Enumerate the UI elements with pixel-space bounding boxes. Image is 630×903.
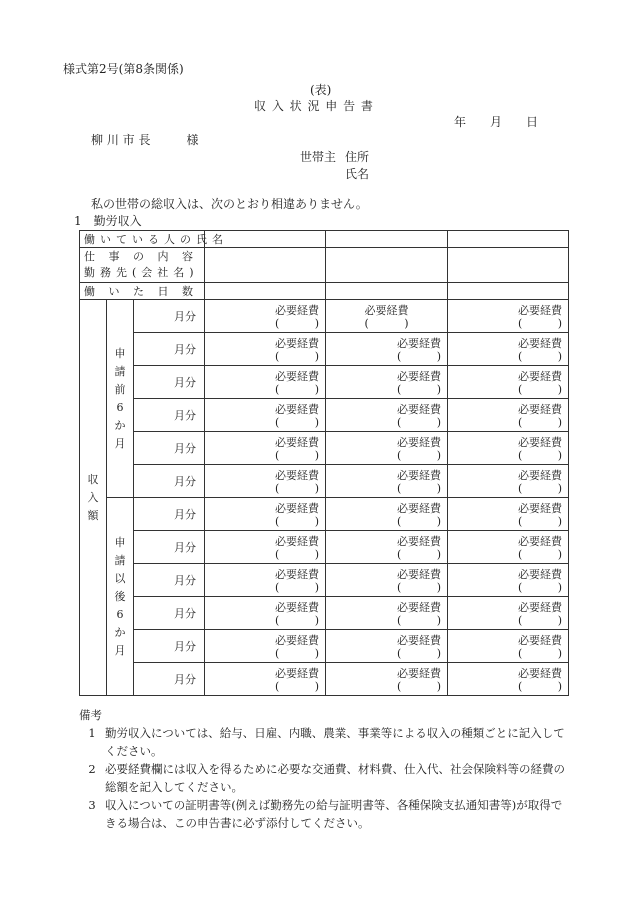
worker-name-row	[80, 231, 569, 248]
paren-close: )	[314, 350, 320, 363]
paren-open: (	[275, 515, 280, 528]
paren-close: )	[314, 317, 320, 330]
expense-cell[interactable]	[448, 399, 569, 432]
month-label: 月分	[174, 474, 197, 488]
job-content-label: 仕 事 の 内 容	[84, 250, 198, 263]
income-amount-label	[80, 300, 107, 696]
expense-cell[interactable]	[326, 366, 448, 399]
paren-open: (	[397, 581, 402, 594]
expense-label: 必要経費	[275, 502, 320, 515]
paren-open: (	[275, 449, 280, 462]
worker-name-cell[interactable]	[326, 231, 448, 248]
paren-open: (	[275, 383, 280, 396]
days-worked-label: 働 い た 日 数	[80, 283, 205, 300]
expense-label: 必要経費	[397, 469, 442, 482]
paren-close: )	[436, 614, 442, 627]
notes	[79, 706, 569, 832]
expense-cell[interactable]	[448, 663, 569, 696]
paren-close: )	[557, 383, 563, 396]
expense-label: 必要経費	[518, 436, 563, 449]
paren-close: )	[314, 548, 320, 561]
paren-open: (	[275, 416, 280, 429]
note-text: 勤労収入については、給与、日雇、内職、農業、事業等による収入の種類ごとに記入してください。	[105, 726, 565, 758]
month-cell[interactable]	[134, 399, 205, 432]
month-cell[interactable]	[134, 465, 205, 498]
expense-label: 必要経費	[275, 436, 320, 449]
expense-cell[interactable]	[448, 630, 569, 663]
paren-open: (	[275, 482, 280, 495]
paren-close: )	[436, 416, 442, 429]
paren-open: (	[275, 647, 280, 660]
note-number: 3	[88, 798, 96, 812]
expense-label: 必要経費	[397, 403, 442, 416]
expense-cell[interactable]	[448, 366, 569, 399]
expense-label: 必要経費	[397, 667, 442, 680]
household-head-label: 世帯主	[300, 150, 337, 164]
paren-close: )	[557, 449, 563, 462]
paren-close: )	[404, 317, 409, 330]
expense-cell[interactable]	[205, 366, 326, 399]
paren-close: )	[314, 515, 320, 528]
month-cell[interactable]	[134, 333, 205, 366]
expense-label: 必要経費	[518, 502, 563, 515]
month-row	[80, 531, 569, 564]
job-cell[interactable]	[205, 248, 326, 283]
paren-close: )	[436, 482, 442, 495]
paren-close: )	[314, 680, 320, 693]
month-row	[80, 498, 569, 531]
expense-cell[interactable]	[448, 498, 569, 531]
paren-close: )	[436, 515, 442, 528]
paren-close: )	[557, 515, 563, 528]
expense-label: 必要経費	[518, 370, 563, 383]
expense-cell[interactable]	[205, 663, 326, 696]
paren-open: (	[275, 614, 280, 627]
expense-cell[interactable]	[205, 531, 326, 564]
paren-close: )	[314, 449, 320, 462]
paren-close: )	[557, 350, 563, 363]
paren-close: )	[557, 416, 563, 429]
income-amount-text: 収 入 額	[87, 472, 99, 522]
paren-close: )	[436, 383, 442, 396]
expense-cell[interactable]	[326, 432, 448, 465]
expense-label: 必要経費	[518, 634, 563, 647]
expense-label: 必要経費	[364, 304, 409, 317]
expense-cell[interactable]	[448, 597, 569, 630]
month-cell[interactable]	[134, 597, 205, 630]
expense-cell[interactable]	[326, 630, 448, 663]
expense-cell[interactable]	[448, 333, 569, 366]
expense-cell[interactable]	[326, 465, 448, 498]
paren-close: )	[436, 647, 442, 660]
expense-label: 必要経費	[397, 337, 442, 350]
month-row	[80, 333, 569, 366]
expense-cell[interactable]	[205, 597, 326, 630]
paren-open: (	[275, 317, 280, 330]
month-label: 月分	[174, 540, 197, 554]
note-item	[79, 760, 569, 796]
month-label: 月分	[174, 342, 197, 356]
month-row	[80, 432, 569, 465]
paren-open: (	[397, 482, 402, 495]
paren-close: )	[314, 581, 320, 594]
month-row	[80, 366, 569, 399]
paren-close: )	[436, 581, 442, 594]
expense-label: 必要経費	[275, 304, 320, 317]
expense-label: 必要経費	[275, 667, 320, 680]
expense-label: 必要経費	[275, 535, 320, 548]
paren-close: )	[436, 449, 442, 462]
expense-cell[interactable]	[326, 399, 448, 432]
form-side: (表)	[310, 83, 332, 97]
statement: 私の世帯の総収入は、次のとおり相違ありません。	[91, 197, 368, 211]
expense-cell[interactable]	[448, 531, 569, 564]
expense-cell[interactable]	[448, 465, 569, 498]
paren-open: (	[518, 581, 523, 594]
income-table	[79, 230, 569, 696]
section-title: 1 勤労収入	[74, 214, 142, 228]
paren-close: )	[557, 548, 563, 561]
paren-close: )	[436, 350, 442, 363]
expense-cell[interactable]	[205, 333, 326, 366]
expense-label: 必要経費	[518, 568, 563, 581]
days-cell[interactable]	[326, 283, 448, 300]
expense-cell[interactable]	[205, 498, 326, 531]
month-label: 月分	[174, 441, 197, 455]
note-item	[79, 796, 569, 832]
month-row	[80, 399, 569, 432]
expense-cell[interactable]	[326, 498, 448, 531]
month-cell[interactable]	[134, 432, 205, 465]
expense-label: 必要経費	[275, 337, 320, 350]
job-cell[interactable]	[448, 248, 569, 283]
month-row	[80, 663, 569, 696]
expense-label: 必要経費	[275, 634, 320, 647]
paren-open: (	[397, 515, 402, 528]
expense-label: 必要経費	[518, 403, 563, 416]
paren-close: )	[557, 647, 563, 660]
paren-open: (	[275, 680, 280, 693]
month-cell[interactable]	[134, 498, 205, 531]
month-label: 月分	[174, 573, 197, 587]
paren-open: (	[397, 350, 402, 363]
month-row	[80, 597, 569, 630]
expense-label: 必要経費	[275, 469, 320, 482]
paren-close: )	[314, 482, 320, 495]
paren-close: )	[314, 416, 320, 429]
expense-cell[interactable]	[448, 432, 569, 465]
month-label: 月分	[174, 672, 197, 686]
paren-open: (	[518, 548, 523, 561]
expense-label: 必要経費	[518, 667, 563, 680]
job-cell[interactable]	[326, 248, 448, 283]
month-cell[interactable]	[134, 564, 205, 597]
paren-close: )	[314, 383, 320, 396]
paren-close: )	[436, 548, 442, 561]
paren-close: )	[557, 317, 563, 330]
month-label: 月分	[174, 375, 197, 389]
month-row	[80, 300, 569, 333]
paren-open: (	[518, 317, 523, 330]
paren-open: (	[364, 317, 369, 330]
month-cell[interactable]	[134, 663, 205, 696]
paren-open: (	[397, 383, 402, 396]
paren-open: (	[397, 680, 402, 693]
paren-open: (	[275, 350, 280, 363]
month-cell[interactable]	[134, 366, 205, 399]
notes-list	[79, 724, 569, 832]
month-label: 月分	[174, 507, 197, 521]
month-label: 月分	[174, 639, 197, 653]
paren-close: )	[314, 614, 320, 627]
expense-cell[interactable]	[326, 333, 448, 366]
paren-open: (	[518, 482, 523, 495]
expense-label: 必要経費	[518, 304, 563, 317]
expense-cell[interactable]	[205, 564, 326, 597]
expense-label: 必要経費	[397, 535, 442, 548]
paren-open: (	[397, 548, 402, 561]
paren-open: (	[518, 647, 523, 660]
addressee: 柳 川 市 長 様	[91, 133, 199, 147]
paren-open: (	[275, 581, 280, 594]
before-application-label	[107, 300, 134, 498]
expense-label: 必要経費	[275, 568, 320, 581]
before-application-text: 申 請 前 6 か 月	[114, 346, 126, 450]
expense-label: 必要経費	[518, 535, 563, 548]
expense-label: 必要経費	[275, 601, 320, 614]
expense-label: 必要経費	[397, 370, 442, 383]
after-application-text: 申 請 以 後 6 か 月	[114, 535, 126, 657]
paren-open: (	[518, 350, 523, 363]
paren-open: (	[518, 680, 523, 693]
expense-label: 必要経費	[397, 634, 442, 647]
days-row	[80, 283, 569, 300]
paren-open: (	[518, 614, 523, 627]
workplace-label: 勤務先(会社名)	[84, 266, 199, 279]
days-cell[interactable]	[205, 283, 326, 300]
expense-cell[interactable]	[205, 300, 326, 333]
expense-cell[interactable]	[448, 564, 569, 597]
expense-label: 必要経費	[397, 502, 442, 515]
after-application-label	[107, 498, 134, 696]
paren-close: )	[557, 614, 563, 627]
paren-close: )	[436, 680, 442, 693]
form-number: 様式第2号(第8条関係)	[63, 62, 184, 76]
expense-cell[interactable]	[326, 300, 448, 333]
month-cell[interactable]	[134, 300, 205, 333]
expense-cell[interactable]	[448, 300, 569, 333]
expense-label: 必要経費	[518, 337, 563, 350]
expense-cell[interactable]	[205, 465, 326, 498]
notes-title: 備考	[79, 708, 102, 722]
expense-cell[interactable]	[205, 399, 326, 432]
note-text: 収入についての証明書等(例えば勤務先の給与証明書等、各種保険支払通知書等)が取得できる場合は、この申告書に必ず添付してください。	[105, 798, 563, 830]
expense-label: 必要経費	[397, 601, 442, 614]
job-row	[80, 248, 569, 283]
expense-label: 必要経費	[518, 469, 563, 482]
paren-open: (	[275, 548, 280, 561]
paren-close: )	[557, 482, 563, 495]
paren-open: (	[518, 449, 523, 462]
expense-cell[interactable]	[326, 597, 448, 630]
paren-open: (	[518, 416, 523, 429]
month-row	[80, 465, 569, 498]
paren-close: )	[557, 680, 563, 693]
address-label: 住所	[345, 150, 370, 164]
expense-label: 必要経費	[275, 370, 320, 383]
page-title: 収 入 状 況 申 告 書	[254, 99, 374, 113]
note-number: 1	[88, 726, 96, 740]
month-cell[interactable]	[134, 531, 205, 564]
expense-cell[interactable]	[326, 564, 448, 597]
paren-close: )	[314, 647, 320, 660]
job-label	[80, 248, 205, 283]
expense-cell[interactable]	[326, 531, 448, 564]
days-cell[interactable]	[448, 283, 569, 300]
month-row	[80, 630, 569, 663]
expense-cell[interactable]	[326, 663, 448, 696]
paren-open: (	[518, 515, 523, 528]
paren-open: (	[518, 383, 523, 396]
worker-name-label: 働いている人の氏名	[80, 231, 205, 248]
month-label: 月分	[174, 606, 197, 620]
expense-label: 必要経費	[518, 601, 563, 614]
paren-open: (	[397, 647, 402, 660]
month-cell[interactable]	[134, 630, 205, 663]
note-item	[79, 724, 569, 760]
month-label: 月分	[174, 408, 197, 422]
expense-cell[interactable]	[205, 630, 326, 663]
expense-label: 必要経費	[275, 403, 320, 416]
name-label: 氏名	[345, 167, 370, 181]
month-label: 月分	[174, 309, 197, 323]
month-row	[80, 564, 569, 597]
worker-name-cell[interactable]	[448, 231, 569, 248]
expense-label: 必要経費	[397, 568, 442, 581]
paren-close: )	[557, 581, 563, 594]
expense-label: 必要経費	[397, 436, 442, 449]
note-text: 必要経費欄には収入を得るために必要な交通費、材料費、仕入代、社会保険料等の経費の総額を記入してください。	[105, 762, 565, 794]
paren-open: (	[397, 416, 402, 429]
note-number: 2	[88, 762, 96, 776]
paren-open: (	[397, 449, 402, 462]
paren-open: (	[397, 614, 402, 627]
date-line: 年 月 日	[454, 115, 539, 129]
expense-cell[interactable]	[205, 432, 326, 465]
